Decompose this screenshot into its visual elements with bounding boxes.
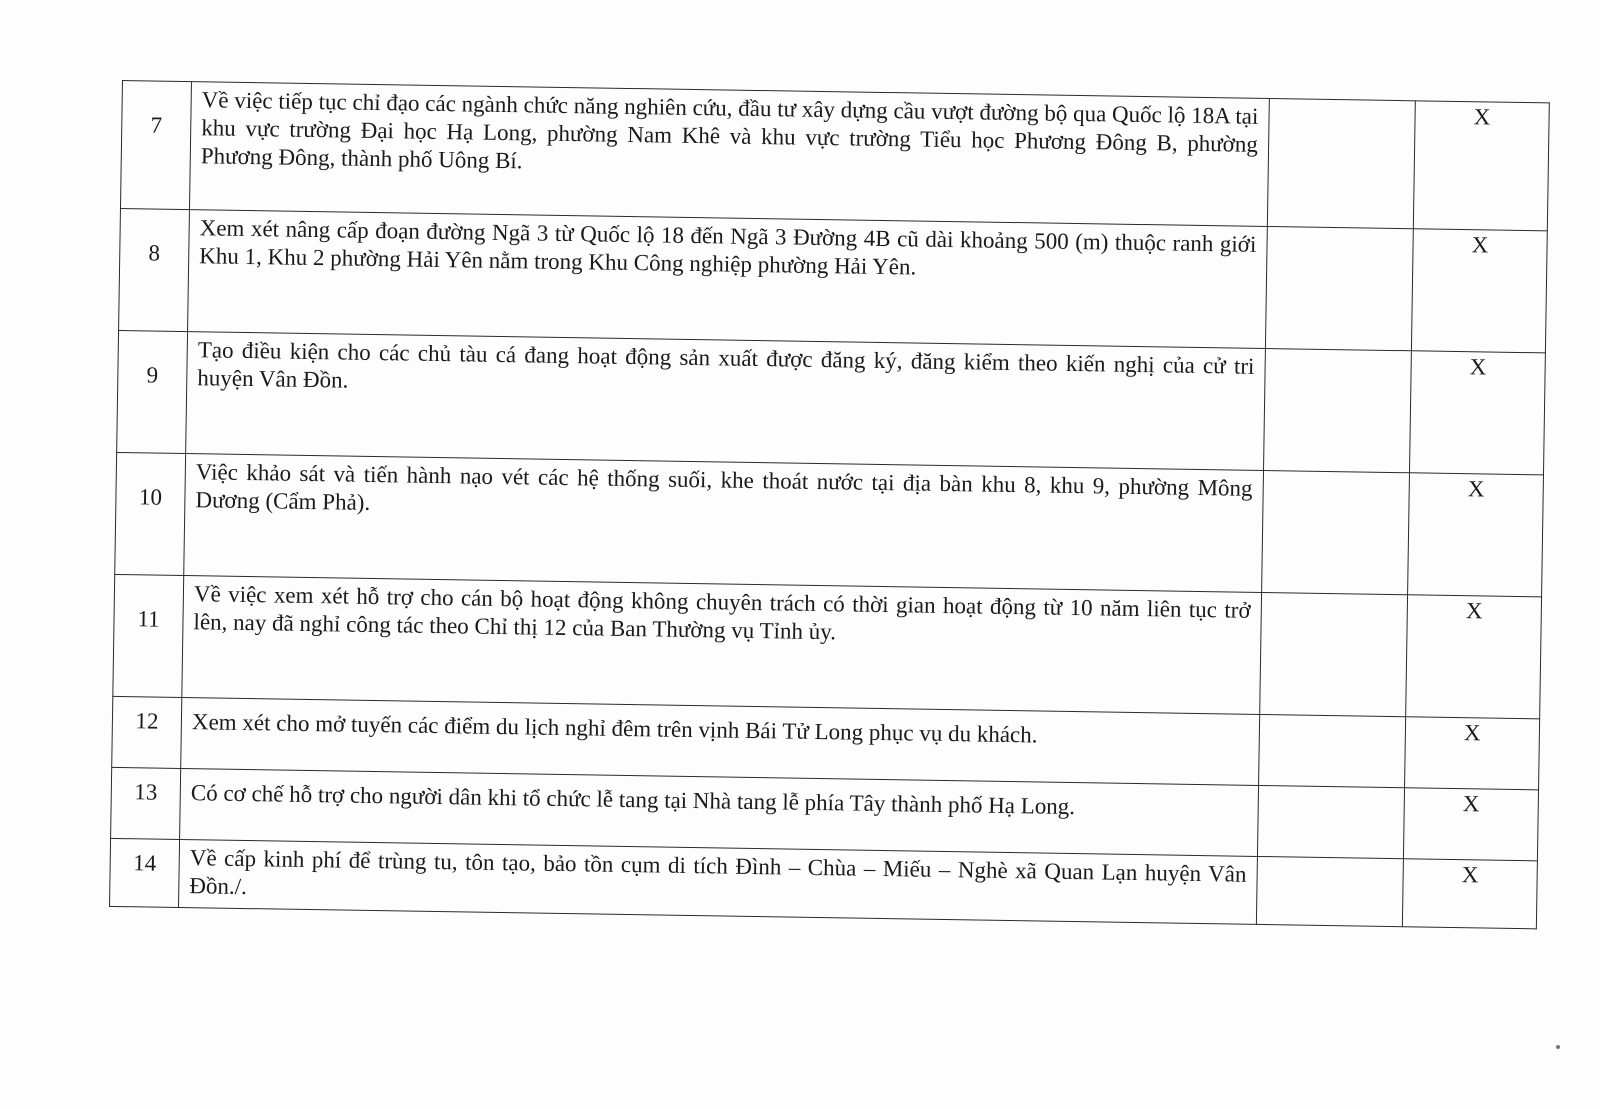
row-content: Xem xét nâng cấp đoạn đường Ngã 3 từ Quốc lộ 18 đến Ngã 3 Đường 4B cũ dài khoảng 500 (m) thuộc ranh giới Khu 1, Khu 2 phường Hải Yên nằm trong Khu Công nghiệp phường Hải Yên. bbox=[188, 210, 1268, 349]
row-number: 10 bbox=[115, 452, 186, 575]
scan-speck bbox=[1556, 1045, 1560, 1049]
row-number: 9 bbox=[117, 330, 188, 453]
row-blank-cell bbox=[1256, 856, 1403, 926]
row-number: 11 bbox=[113, 574, 184, 697]
table-row bbox=[120, 81, 1549, 231]
row-blank-cell bbox=[1267, 99, 1415, 229]
row-mark: X bbox=[1409, 351, 1545, 475]
row-mark: X bbox=[1411, 229, 1547, 353]
row-content: Về việc tiếp tục chỉ đạo các ngành chức năng nghiên cứu, đầu tư xây dựng cầu vượt đường bộ qua Quốc lộ 18A tại khu vực trường Đại học Hạ Long, phường Nam Khê và khu vực trường Tiểu học Phương Đông B, phường Phương Đông, thành phố Uông Bí. bbox=[190, 82, 1270, 227]
row-content: Có cơ chế hỗ trợ cho người dân khi tổ chức lễ tang tại Nhà tang lễ phía Tây thành phố Hạ Long. bbox=[180, 769, 1259, 857]
row-blank-cell bbox=[1259, 592, 1407, 716]
row-number: 14 bbox=[110, 838, 180, 907]
table-container bbox=[109, 80, 1550, 929]
row-content: Tạo điều kiện cho các chủ tàu cá đang hoạt động sản xuất được đăng ký, đăng kiểm theo kiến nghị của cử tri huyện Vân Đồn. bbox=[186, 332, 1266, 471]
row-number: 7 bbox=[120, 81, 191, 210]
row-mark: X bbox=[1403, 788, 1538, 861]
row-blank-cell bbox=[1265, 227, 1413, 351]
row-mark: X bbox=[1402, 859, 1537, 929]
row-content: Xem xét cho mở tuyến các điểm du lịch nghỉ đêm trên vịnh Bái Tử Long phục vụ du khách. bbox=[181, 698, 1260, 786]
row-content: Về việc xem xét hỗ trợ cho cán bộ hoạt động không chuyên trách có thời gian hoạt động từ 10 năm liên tục trở lên, nay đã nghỉ công tác theo Chỉ thị 12 của Ban Thường vụ Tỉnh ủy. bbox=[182, 576, 1262, 715]
row-number: 8 bbox=[119, 208, 190, 331]
row-blank-cell bbox=[1257, 785, 1404, 858]
table-row bbox=[113, 574, 1542, 718]
row-number: 12 bbox=[112, 696, 182, 768]
table-row bbox=[115, 452, 1544, 596]
row-mark: X bbox=[1404, 717, 1539, 790]
row-blank-cell bbox=[1258, 714, 1405, 787]
proposal-table bbox=[109, 80, 1550, 929]
row-content: Về cấp kinh phí để trùng tu, tôn tạo, bảo tồn cụm di tích Đình – Chùa – Miếu – Nghè xã Quan Lạn huyện Vân Đồn./. bbox=[179, 839, 1258, 924]
row-blank-cell bbox=[1261, 470, 1409, 594]
row-mark: X bbox=[1413, 101, 1549, 231]
row-mark: X bbox=[1407, 473, 1543, 597]
row-content: Việc khảo sát và tiến hành nạo vét các hệ thống suối, khe thoát nước tại địa bàn khu 8, khu 9, phường Mông Dương (Cẩm Phả). bbox=[184, 454, 1264, 593]
table-row bbox=[117, 330, 1546, 474]
row-number: 13 bbox=[111, 767, 181, 839]
table-row bbox=[119, 208, 1548, 352]
row-mark: X bbox=[1406, 595, 1542, 719]
row-blank-cell bbox=[1263, 348, 1411, 472]
